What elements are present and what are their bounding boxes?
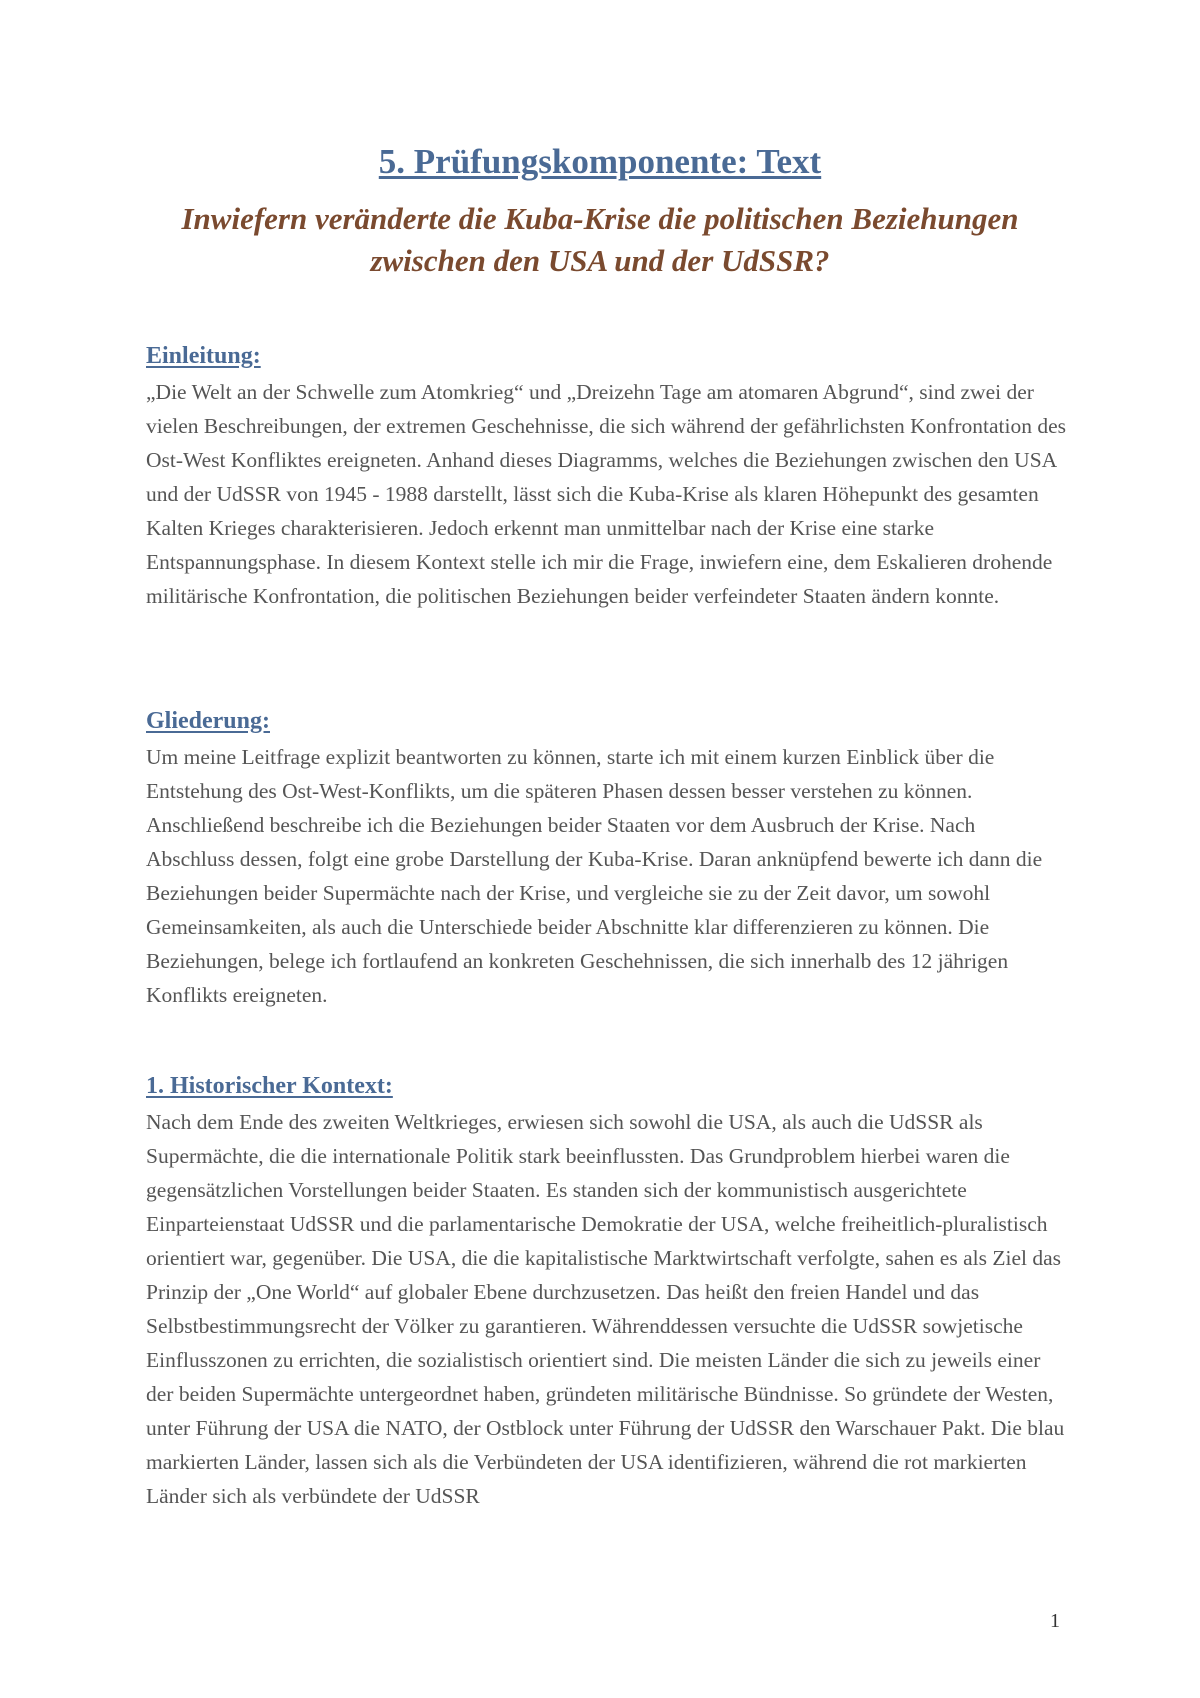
section-body-gliederung: Um meine Leitfrage explizit beantworten zu können, starte ich mit einem kurzen Einblick über die Entstehung des Ost-West-Konflikts, um die späteren Phasen dessen besser verstehen zu können. Anschließend beschreibe ich die Beziehungen beider Staaten vor dem Ausbruch der Krise. Nach Abschluss dessen, folgt eine grobe Darstellung der Kuba-Krise. Daran anknüpfend bewerte ich dann die Beziehungen beider Supermächte nach der Krise, und vergleiche sie zu der Zeit davor, um sowohl Gemeinsamkeiten, als auch die Unterschiede beider Abschnitte klar differenzieren zu können. Die Beziehungen, belege ich fortlaufend an konkreten Geschehnissen, die sich innerhalb des 12 jährigen Konflikts ereigneten.	[146, 745, 1043, 1007]
document-subtitle: Inwiefern veränderte die Kuba-Krise die politischen Beziehungen zwischen den USA und der UdSSR?	[181, 201, 1019, 278]
section-body-historischer-kontext: Nach dem Ende des zweiten Weltkrieges, erwiesen sich sowohl die USA, als auch die UdSSR als Supermächte, die die internationale Politik stark beeinflussten. Das Grundproblem hierbei waren die gegensätzlichen Vorstellungen beider Staaten. Es standen sich der kommunistisch ausgerichtete Einparteienstaat UdSSR und die parlamentarische Demokratie der USA, welche freiheitlich-pluralistisch orientiert war, gegenüber. Die USA, die die kapitalistische Marktwirtschaft verfolgte, sahen es als Ziel das Prinzip der „One World“ auf globaler Ebene durchzusetzen. Das heißt den freien Handel und das Selbstbestimmungsrecht der Völker zu garantieren. Währenddessen versuchte die UdSSR sowjetische Einflusszonen zu errichten, die sozialistisch orientiert sind. Die meisten Länder die sich zu jeweils einer der beiden Supermächte untergeordnet haben, gründeten militärische Bündnisse. So gründete der Westen, unter Führung der USA die NATO, der Ostblock unter Führung der UdSSR den Warschauer Pakt. Die blau markierten Länder, lassen sich als die Verbündeten der USA identifizieren, während die rot markierten Länder sich als verbündete der UdSSR	[146, 1110, 1065, 1508]
section-body-einleitung: „Die Welt an der Schwelle zum Atomkrieg“ und „Dreizehn Tage am atomaren Abgrund“, sind zwei der vielen Beschreibungen, der extremen Geschehnisse, die sich während der gefährlichsten Konfrontation des Ost-West Konfliktes ereigneten. Anhand dieses Diagramms, welches die Beziehungen zwischen den USA und der UdSSR von 1945 - 1988 darstellt, lässt sich die Kuba-Krise als klaren Höhepunkt des gesamten Kalten Krieges charakterisieren. Jedoch erkennt man unmittelbar nach der Krise eine starke Entspannungsphase. In diesem Kontext stelle ich mir die Frage, inwiefern eine, dem Eskalieren drohende militärische Konfrontation, die politischen Beziehungen beider verfeindeter Staaten ändern konnte.	[146, 380, 1066, 608]
document-title: 5. Prüfungskomponente: Text	[378, 142, 822, 181]
section-heading-historischer-kontext: 1. Historischer Kontext:	[146, 1073, 393, 1099]
section-heading-einleitung: Einleitung:	[146, 343, 261, 369]
page-number: 1	[1050, 1610, 1060, 1632]
section-heading-gliederung: Gliederung:	[146, 708, 270, 734]
